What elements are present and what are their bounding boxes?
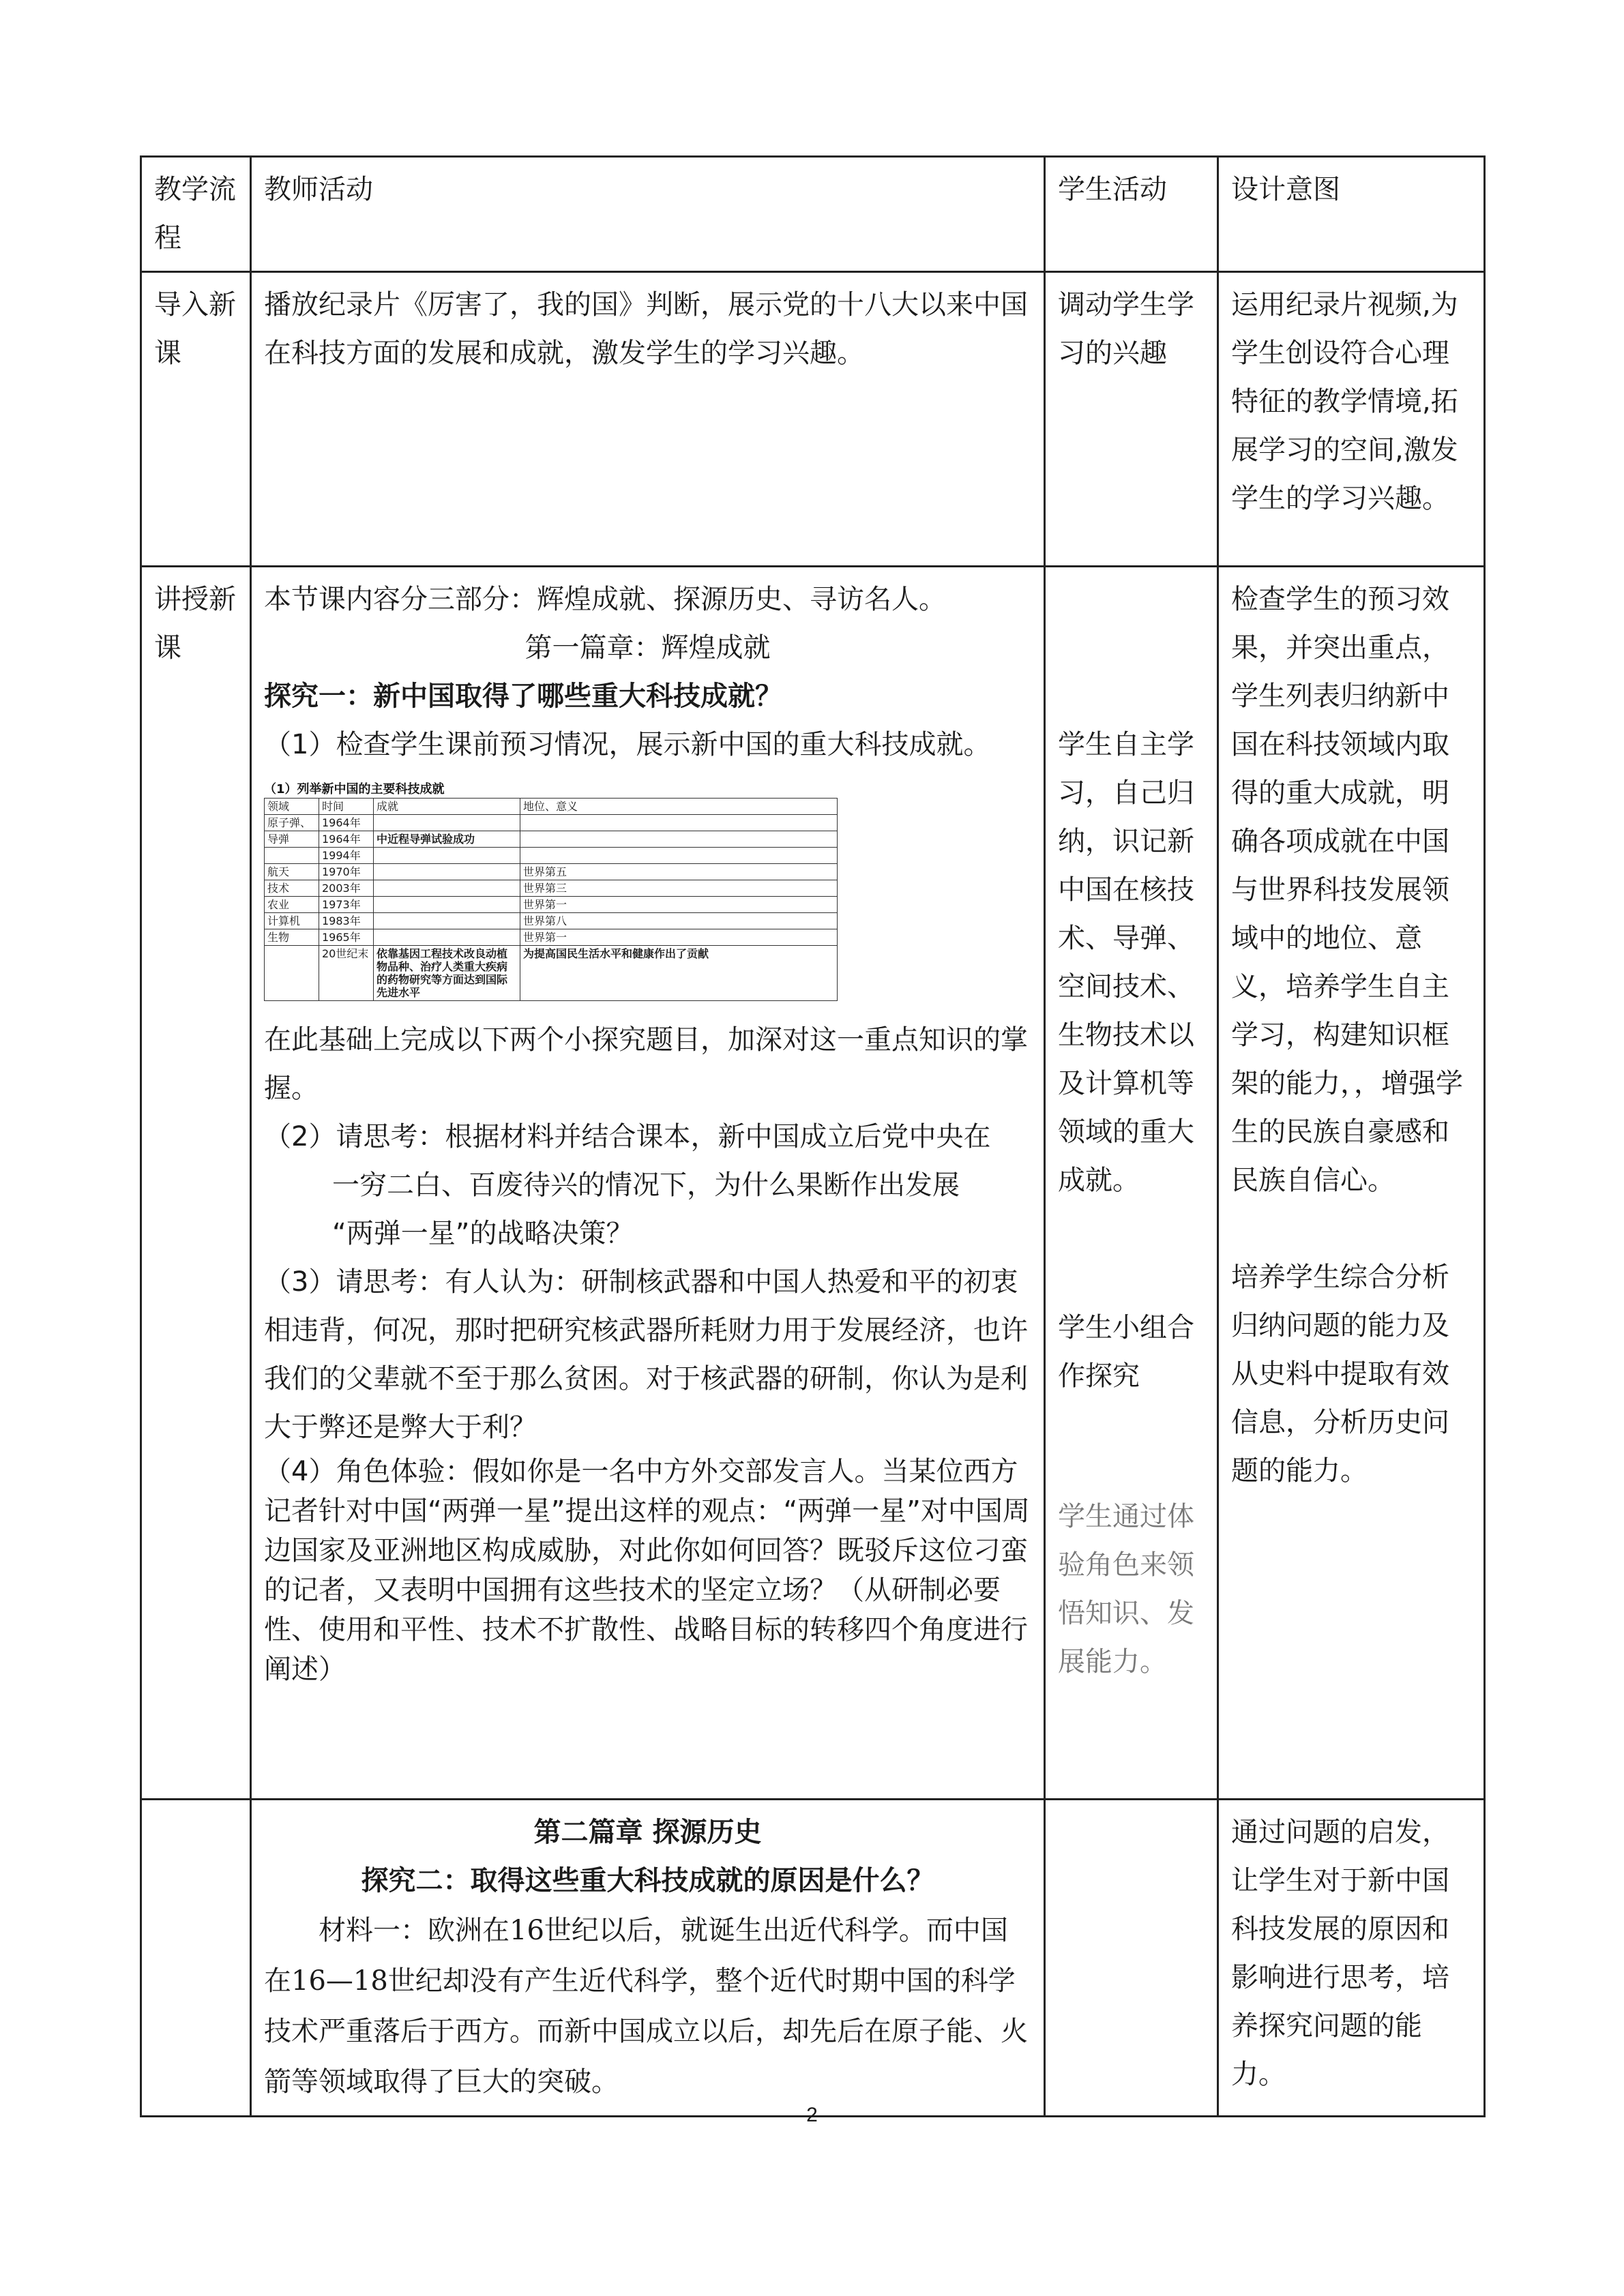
table-row-intro (141, 272, 1485, 567)
table-row (265, 929, 838, 946)
after-table-text: 在此基础上完成以下两个小探究题目，加深对这一重点知识的掌握。 (264, 1024, 1028, 1104)
achievements-header-row (265, 799, 838, 815)
achievements-table-title: （1）列举新中国的主要科技成就 (264, 782, 445, 796)
emb-cell (520, 848, 838, 864)
row2-process: 讲授新课 (141, 567, 251, 1800)
row2-teacher (251, 567, 1045, 1800)
question-2-line1: （2）请思考：根据材料并结合课本，新中国成立后党中央在 (264, 1121, 991, 1152)
emb-cell: 1964年 (319, 815, 374, 831)
emb-header: 领域 (265, 799, 319, 815)
emb-cell (374, 897, 520, 913)
emb-cell: 世界第一 (520, 897, 838, 913)
emb-cell: 技术 (265, 880, 319, 897)
emb-cell: 为提高国民生活水平和健康作出了贡献 (520, 946, 838, 1001)
design-intent-1: 检查学生的预习效果，并突出重点，学生列表归纳新中国在科技领域内取得的重大成就，明确各项成就在中国与世界科技发展领域中的地位、意义，培养学生自主学习，构建知识框架的能力，，增强学生的民族自豪感和民族自信心。 (1231, 584, 1463, 1196)
emb-cell: 世界第一 (520, 929, 838, 946)
table-row (265, 913, 838, 929)
student-activity-3: 学生通过体验角色来领悟知识、发展能力。 (1058, 1501, 1194, 1678)
row1-intent: 运用纪录片视频,为学生创设符合心理特征的教学情境,拓展学习的空间,激发学生的学习兴趣。 (1218, 272, 1485, 567)
emb-cell (374, 815, 520, 831)
table-row-new-lesson (141, 567, 1485, 1800)
emb-cell: 世界第八 (520, 913, 838, 929)
table-row (265, 864, 838, 880)
row3-student (1045, 1800, 1218, 2117)
material-1: 材料一：欧洲在16世纪以后，就诞生出近代科学。而中国在16—18世纪却没有产生近代科学，整个近代时期中国的科学技术严重落后于西方。而新中国成立以后，却先后在原子能、火箭等领域取得了巨大的突破。 (264, 1915, 1028, 2098)
emb-cell: 世界第三 (520, 880, 838, 897)
inquiry1-title: 探究一：新中国取得了哪些重大科技成就？ (264, 681, 782, 712)
emb-cell: 原子弹、 (265, 815, 319, 831)
emb-header: 成就 (374, 799, 520, 815)
emb-cell: 生物 (265, 929, 319, 946)
emb-cell: 农业 (265, 897, 319, 913)
student-activity-1: 学生自主学习，自己归纳，识记新中国在核技术、导弹、空间技术、生物技术以及计算机等领域的重大成就。 (1058, 729, 1194, 1196)
question-2-line3: “两弹一星”的战略决策？ (332, 1218, 634, 1249)
row3-teacher (251, 1800, 1045, 2117)
header-process: 教学流程 (141, 157, 251, 272)
chapter2-title: 第二篇章 探源历史 (533, 1817, 762, 1848)
emb-cell (374, 864, 520, 880)
header-intent: 设计意图 (1218, 157, 1485, 272)
emb-header: 地位、意义 (520, 799, 838, 815)
row2-intent (1218, 567, 1485, 1800)
emb-cell (374, 929, 520, 946)
table-row (265, 831, 838, 848)
emb-cell: 1973年 (319, 897, 374, 913)
table-row (265, 880, 838, 897)
lesson-plan-table (140, 155, 1486, 2117)
emb-cell (265, 848, 319, 864)
row3-process (141, 1800, 251, 2117)
table-row (265, 946, 838, 1001)
emb-cell: 航天 (265, 864, 319, 880)
row1-teacher: 播放纪录片《厉害了，我的国》判断，展示党的十八大以来中国在科技方面的发展和成就，激发学生的学习兴趣。 (251, 272, 1045, 567)
header-teacher: 教师活动 (251, 157, 1045, 272)
emb-cell: 世界第五 (520, 864, 838, 880)
row1-student: 调动学生学习的兴趣 (1045, 272, 1218, 567)
row1-process: 导入新课 (141, 272, 251, 567)
header-student: 学生活动 (1045, 157, 1218, 272)
question-3: （3）请思考：有人认为：研制核武器和中国人热爱和平的初衷相违背，何况，那时把研究核武器所耗财力用于发展经济，也许我们的父辈就不至于那么贫困。对于核武器的研制，你认为是利大于弊还是弊大于利？ (264, 1266, 1028, 1443)
emb-cell (374, 848, 520, 864)
emb-cell (374, 913, 520, 929)
emb-cell: 1983年 (319, 913, 374, 929)
table-row (265, 897, 838, 913)
emb-cell: 依靠基因工程技术改良动植物品种、治疗人类重大疾病的药物研究等方面达到国际先进水平 (374, 946, 520, 1001)
inquiry2-title: 探究二：取得这些重大科技成就的原因是什么？ (361, 1865, 934, 1896)
table-row-history (141, 1800, 1485, 2117)
student-activity-2: 学生小组合作探究 (1058, 1312, 1194, 1392)
emb-cell: 导弹 (265, 831, 319, 848)
emb-cell: 1994年 (319, 848, 374, 864)
emb-cell (520, 815, 838, 831)
row2-student (1045, 567, 1218, 1800)
table-header-row (141, 157, 1485, 272)
emb-cell (265, 946, 319, 1001)
table-row (265, 815, 838, 831)
question-1: （1）检查学生课前预习情况，展示新中国的重大科技成就。 (264, 729, 991, 760)
emb-cell: 20世纪末 (319, 946, 374, 1001)
emb-header: 时间 (319, 799, 374, 815)
emb-cell: 2003年 (319, 880, 374, 897)
emb-cell: 1964年 (319, 831, 374, 848)
emb-cell (520, 831, 838, 848)
question-4: （4）角色体验：假如你是一名中方外交部发言人。当某位西方记者针对中国“两弹一星”提出这样的观点：“两弹一星”对中国周边国家及亚洲地区构成威胁，对此你如何回答？既驳斥这位刁蛮的记者，又表明中国拥有这些技术的坚定立场？（从研制必要性、使用和平性、技术不扩散性、战略目标的转移四个角度进行阐述） (264, 1456, 1030, 1685)
emb-cell (374, 880, 520, 897)
emb-cell: 1965年 (319, 929, 374, 946)
question-2-line2: 一穷二白、百废待兴的情况下，为什么果断作出发展 (332, 1169, 960, 1201)
emb-cell: 中近程导弹试验成功 (374, 831, 520, 848)
achievements-table (264, 798, 838, 1001)
table-row (265, 848, 838, 864)
achievements-table-image (264, 781, 851, 1001)
chapter1-title: 第一篇章：辉煌成就 (525, 632, 771, 664)
design-intent-2: 培养学生综合分析归纳问题的能力及从史料中提取有效信息，分析历史问题的能力。 (1231, 1262, 1449, 1487)
emb-cell: 1970年 (319, 864, 374, 880)
emb-cell: 计算机 (265, 913, 319, 929)
row3-intent: 通过问题的启发，让学生对于新中国科技发展的原因和影响进行思考，培养探究问题的能力。 (1218, 1800, 1485, 2117)
page-number: 2 (806, 2104, 818, 2126)
lesson-intro: 本节课内容分三部分：辉煌成就、探源历史、寻访名人。 (264, 584, 946, 615)
